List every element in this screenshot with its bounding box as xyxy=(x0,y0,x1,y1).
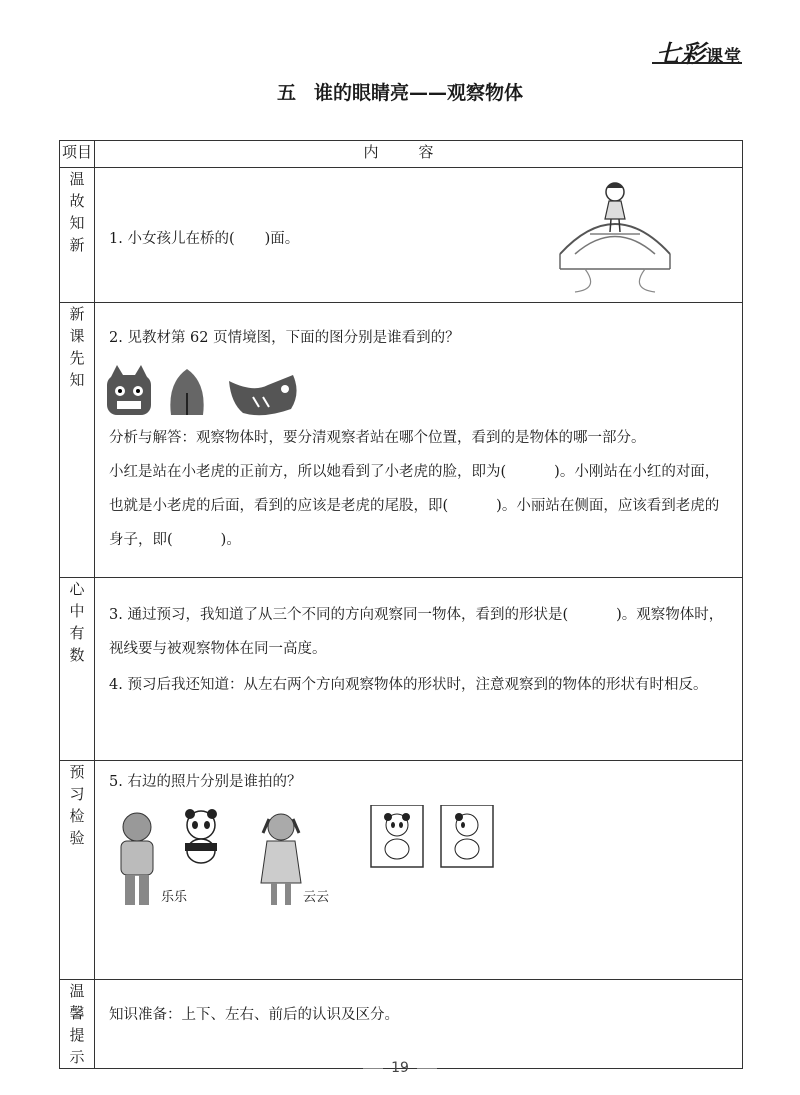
chapter-number: 五 xyxy=(276,82,296,104)
section-tips xyxy=(60,980,743,1069)
girl-yunyun-figure xyxy=(261,814,301,905)
analysis-text: 分析与解答：观察物体时，要分清观察者站在哪个位置，看到的是物体的哪一部分。 小红是站在小老虎的正前方，所以她看到了小老虎的脸，即为( )。小刚站在小红的对面，也就是小老虎的后面，看到的应该是老虎的尾股，即( )。小丽站在侧面，应该看到老虎的身子，即( )。 xyxy=(109,421,730,557)
name-yunyun: 云云 xyxy=(303,890,330,905)
brand-underline xyxy=(652,62,742,64)
page-title xyxy=(0,78,800,105)
question-4: 4. 预习后我还知道：从左右两个方向观察物体的形状时，注意观察到的物体的形状有时相反。 xyxy=(109,677,708,693)
worksheet-table xyxy=(59,140,743,1069)
section-mind xyxy=(60,578,743,761)
panda-left-figure xyxy=(185,809,217,863)
section-label-check: 预习检验 xyxy=(69,763,85,847)
tiger-back-view xyxy=(170,369,203,415)
brand-sub: 课堂 xyxy=(706,47,742,67)
question-2: 2. 见教材第 62 页情境图，下面的图分别是谁看到的？ xyxy=(109,330,460,346)
section-label-tips: 温馨提示 xyxy=(69,982,85,1066)
section-label-new: 新课先知 xyxy=(69,305,85,389)
table-header-row xyxy=(60,141,743,168)
photo-side-view xyxy=(441,805,493,867)
name-lele: 乐乐 xyxy=(161,890,188,905)
bridge-girl-illustration xyxy=(555,174,675,294)
tiger-side-view xyxy=(229,375,297,415)
photo-front-view xyxy=(371,805,423,867)
tiger-views-illustration xyxy=(103,363,303,421)
page-number: 19 xyxy=(391,1060,409,1076)
boy-lele-figure xyxy=(121,813,153,905)
col-content-header: 内容 xyxy=(95,141,743,168)
section-new xyxy=(60,303,743,578)
question-5: 5. 右边的照片分别是谁拍的？ xyxy=(109,774,302,790)
chapter-title: 谁的眼睛亮——观察物体 xyxy=(314,82,524,104)
section-check xyxy=(60,761,743,980)
section-review xyxy=(60,168,743,303)
tiger-front-view xyxy=(107,365,151,415)
analysis-paragraph: 小红是站在小老虎的正前方，所以她看到了小老虎的脸，即为( )。小刚站在小红的对面，也就是小老虎的后面，看到的应该是老虎的尾股，即( )。小丽站在侧面，应该看到老虎的身子，即( )。 xyxy=(109,464,720,548)
section-label-mind: 心中有数 xyxy=(69,580,85,664)
tips-text: 知识准备：上下、左右、前后的认识及区分。 xyxy=(109,1007,399,1023)
footer-dash-left xyxy=(363,1068,383,1069)
question-1: 1. 小女孩儿在桥的( )面。 xyxy=(109,231,300,247)
section-label-review: 温故知新 xyxy=(69,170,85,254)
question-3: 3. 通过预习，我知道了从三个不同的方向观察同一物体，看到的形状是( )。观察物体时，视线要与被观察物体在同一高度。 xyxy=(109,607,724,657)
brand-main: 七彩 xyxy=(656,40,706,68)
col-item-header: 项目 xyxy=(60,141,95,168)
footer-dash-right xyxy=(417,1068,437,1069)
page-footer xyxy=(0,1060,800,1076)
